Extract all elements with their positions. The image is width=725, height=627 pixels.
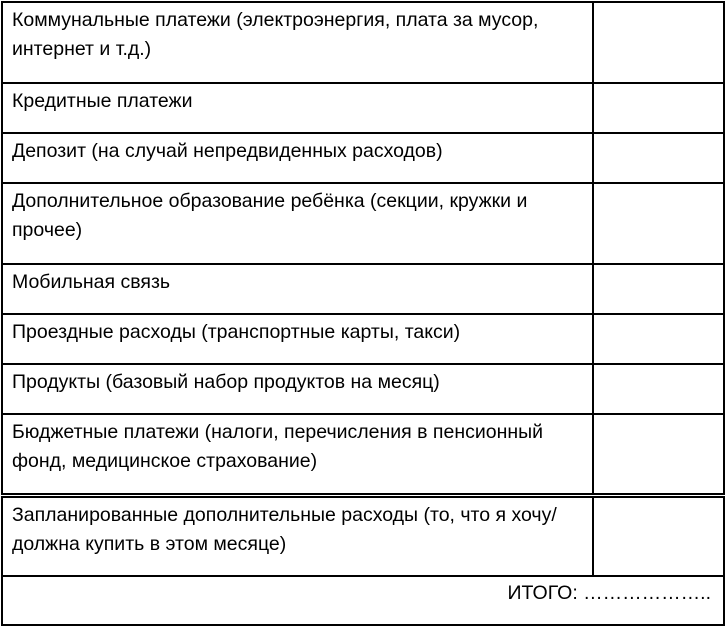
expense-amount-cell[interactable] <box>593 364 724 414</box>
expense-row-credit <box>2 83 724 133</box>
expense-amount-cell[interactable] <box>593 414 724 495</box>
total-row <box>2 576 724 625</box>
expense-row-education <box>2 183 724 264</box>
expense-row-budget-payments <box>2 414 724 495</box>
budget-table <box>1 1 725 626</box>
expense-label: Продукты (базовый набор продуктов на месяц) <box>2 364 593 414</box>
expense-row-groceries <box>2 364 724 414</box>
expense-amount-cell[interactable] <box>593 495 724 576</box>
expense-label: Мобильная связь <box>2 264 593 314</box>
expense-label: Запланированные дополнительные расходы (то, что я хочу/должна купить в этом месяце) <box>2 495 593 576</box>
expense-amount-cell[interactable] <box>593 83 724 133</box>
expense-row-planned-extra <box>2 495 724 576</box>
expense-amount-cell[interactable] <box>593 133 724 183</box>
expense-label: Проездные расходы (транспортные карты, такси) <box>2 314 593 364</box>
expense-row-utilities <box>2 2 724 83</box>
expense-amount-cell[interactable] <box>593 264 724 314</box>
expense-amount-cell[interactable] <box>593 2 724 83</box>
expense-row-transport <box>2 314 724 364</box>
expense-label: Депозит (на случай непредвиденных расходов) <box>2 133 593 183</box>
expense-label: Кредитные платежи <box>2 83 593 133</box>
expense-label: Коммунальные платежи (электроэнергия, плата за мусор, интернет и т.д.) <box>2 2 593 83</box>
expense-label: Бюджетные платежи (налоги, перечисления в пенсионный фонд, медицинское страхование) <box>2 414 593 495</box>
expense-amount-cell[interactable] <box>593 183 724 264</box>
expense-row-mobile <box>2 264 724 314</box>
expense-row-deposit <box>2 133 724 183</box>
expense-label: Дополнительное образование ребёнка (секции, кружки и прочее) <box>2 183 593 264</box>
total-label: ИТОГО: ……………….. <box>2 576 724 625</box>
expense-amount-cell[interactable] <box>593 314 724 364</box>
